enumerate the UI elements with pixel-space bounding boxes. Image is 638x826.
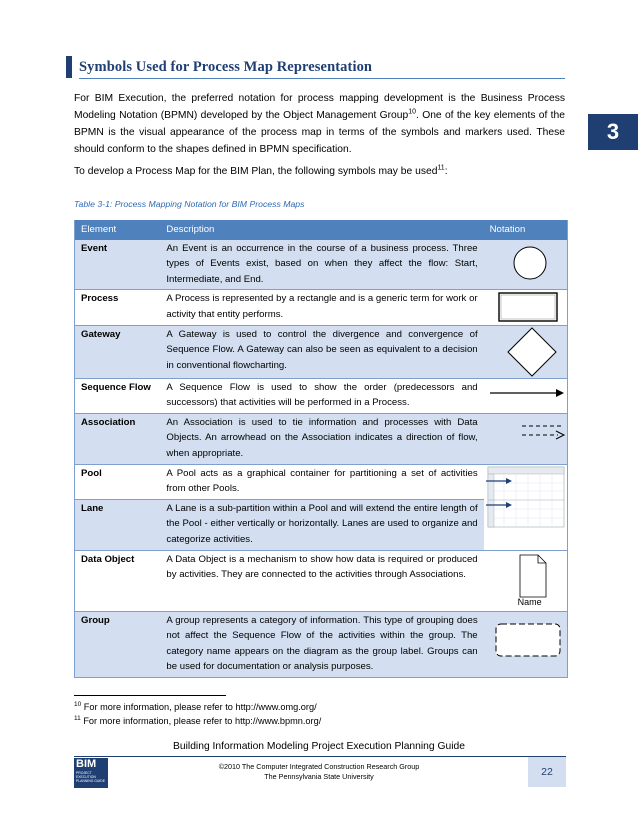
header-description: Description [160,220,483,240]
row-notation [484,413,568,464]
table-header-row [75,220,568,240]
notation-table [74,220,568,678]
row-description: A group represents a category of information. This type of grouping does not affect the Sequence Flow of the activities within the group. The category name appears on the diagram as the group label. Groups can be used for documentation or analysis purposes. [160,611,483,677]
footnote-11 [74,715,321,726]
copyright-line-1: ©2010 The Computer Integrated Construction Research Group [218,762,420,771]
row-element: Sequence Flow [75,378,161,413]
guide-title: Building Information Modeling Project Execution Planning Guide [173,741,465,752]
table-row [75,550,568,611]
chapter-tab: 3 [588,114,638,150]
row-notation [484,325,568,378]
row-element: Group [75,611,161,677]
row-notation [484,611,568,677]
section-rule [79,78,565,79]
row-description: A Data Object is a mechanism to show how data is required or produced by activities. They are connected to the activities through Associations. [160,550,483,611]
logo-subtext: PROJECT EXECUTION PLANNING GUIDE [76,771,106,783]
table-row [75,611,568,677]
table-row [75,325,568,378]
circle-icon [484,240,566,286]
row-description: A Lane is a sub-partition within a Pool and will extend the entire length of the Pool - either vertically or horizontally. Lanes are used to organize and categorize activities. [160,499,483,550]
footnote-text: For more information, please refer to http://www.bpmn.org/ [83,716,322,727]
row-description: A Sequence Flow is used to show the order (predecessors and successors) that activities will be performed in a Process. [160,378,483,413]
footnote-10 [74,701,317,712]
table-row [75,378,568,413]
intro-text: . One of the key elements of the BPMN is the visual appearance of the process map in terms of the symbols and markers used. These should conform to the shapes defined in BPMN specification. [74,110,565,155]
row-notation [484,550,568,611]
row-element: Process [75,290,161,325]
footnote-number: 10 [74,701,82,708]
table-row [75,290,568,325]
solid-arrow-icon [484,379,566,411]
table-row [75,240,568,290]
intro-text: For BIM Execution, the preferred notation for process mapping development is the Business Process Modeling Notation (BPMN) developed by the Object Management Group [74,93,565,121]
row-description: A Process is represented by a rectangle and is a generic term for work or activity that entity performs. [160,290,483,325]
row-notation [484,464,568,550]
row-element: Gateway [75,325,161,378]
header-element: Element [75,220,161,240]
footnote-ref: 11 [437,164,445,172]
diamond-icon [484,326,566,378]
row-notation [484,290,568,325]
row-description: An Association is used to tie information and processes with Data Objects. An arrowhead on the Association indicates a direction of flow, when appropriate. [160,413,483,464]
row-element: Data Object [75,550,161,611]
section-marker-bar [66,56,72,78]
footer-rule [74,756,566,757]
intro-text: To develop a Process Map for the BIM Plan, the following symbols may be used [74,166,438,177]
intro-text: : [444,166,448,177]
page-number: 22 [528,757,566,787]
footnote-ref: 10 [408,108,417,116]
footnote-text: For more information, please refer to http://www.omg.org/ [83,702,317,713]
logo-text: BIM [76,758,97,770]
row-description: A Pool acts as a graphical container for partitioning a set of activities from other Pools. [160,464,483,499]
row-element: Lane [75,499,161,550]
footnote-number: 11 [74,715,81,722]
data-object-label: Name [517,596,542,607]
row-notation [484,240,568,290]
rectangle-icon [484,290,566,324]
footnote-rule [74,695,226,696]
section-title: Symbols Used for Process Map Representation [79,59,373,75]
intro-paragraph-1 [74,90,565,158]
row-element: Association [75,413,161,464]
row-element: Event [75,240,161,290]
table-caption: Table 3-1: Process Mapping Notation for BIM Process Maps [74,199,305,209]
copyright-line-2: The Pennsylvania State University [264,772,374,781]
row-element: Pool [75,464,161,499]
pool-lane-icon [484,465,566,529]
table-row [75,413,568,464]
dashed-rounded-box-icon [484,612,566,674]
intro-paragraph-2 [74,163,565,180]
header-notation: Notation [484,220,568,240]
table-row [75,464,568,499]
row-description: An Event is an occurrence in the course of a business process. Three types of Events exist, based on when they affect the flow: Start, Intermediate, and End. [160,240,483,290]
row-notation [484,378,568,413]
row-description: A Gateway is used to control the divergence and convergence of Sequence Flow. A Gateway can also be seen as equivalent to a decision in conventional flowcharting. [160,325,483,378]
dashed-arrow-icon [484,414,566,460]
